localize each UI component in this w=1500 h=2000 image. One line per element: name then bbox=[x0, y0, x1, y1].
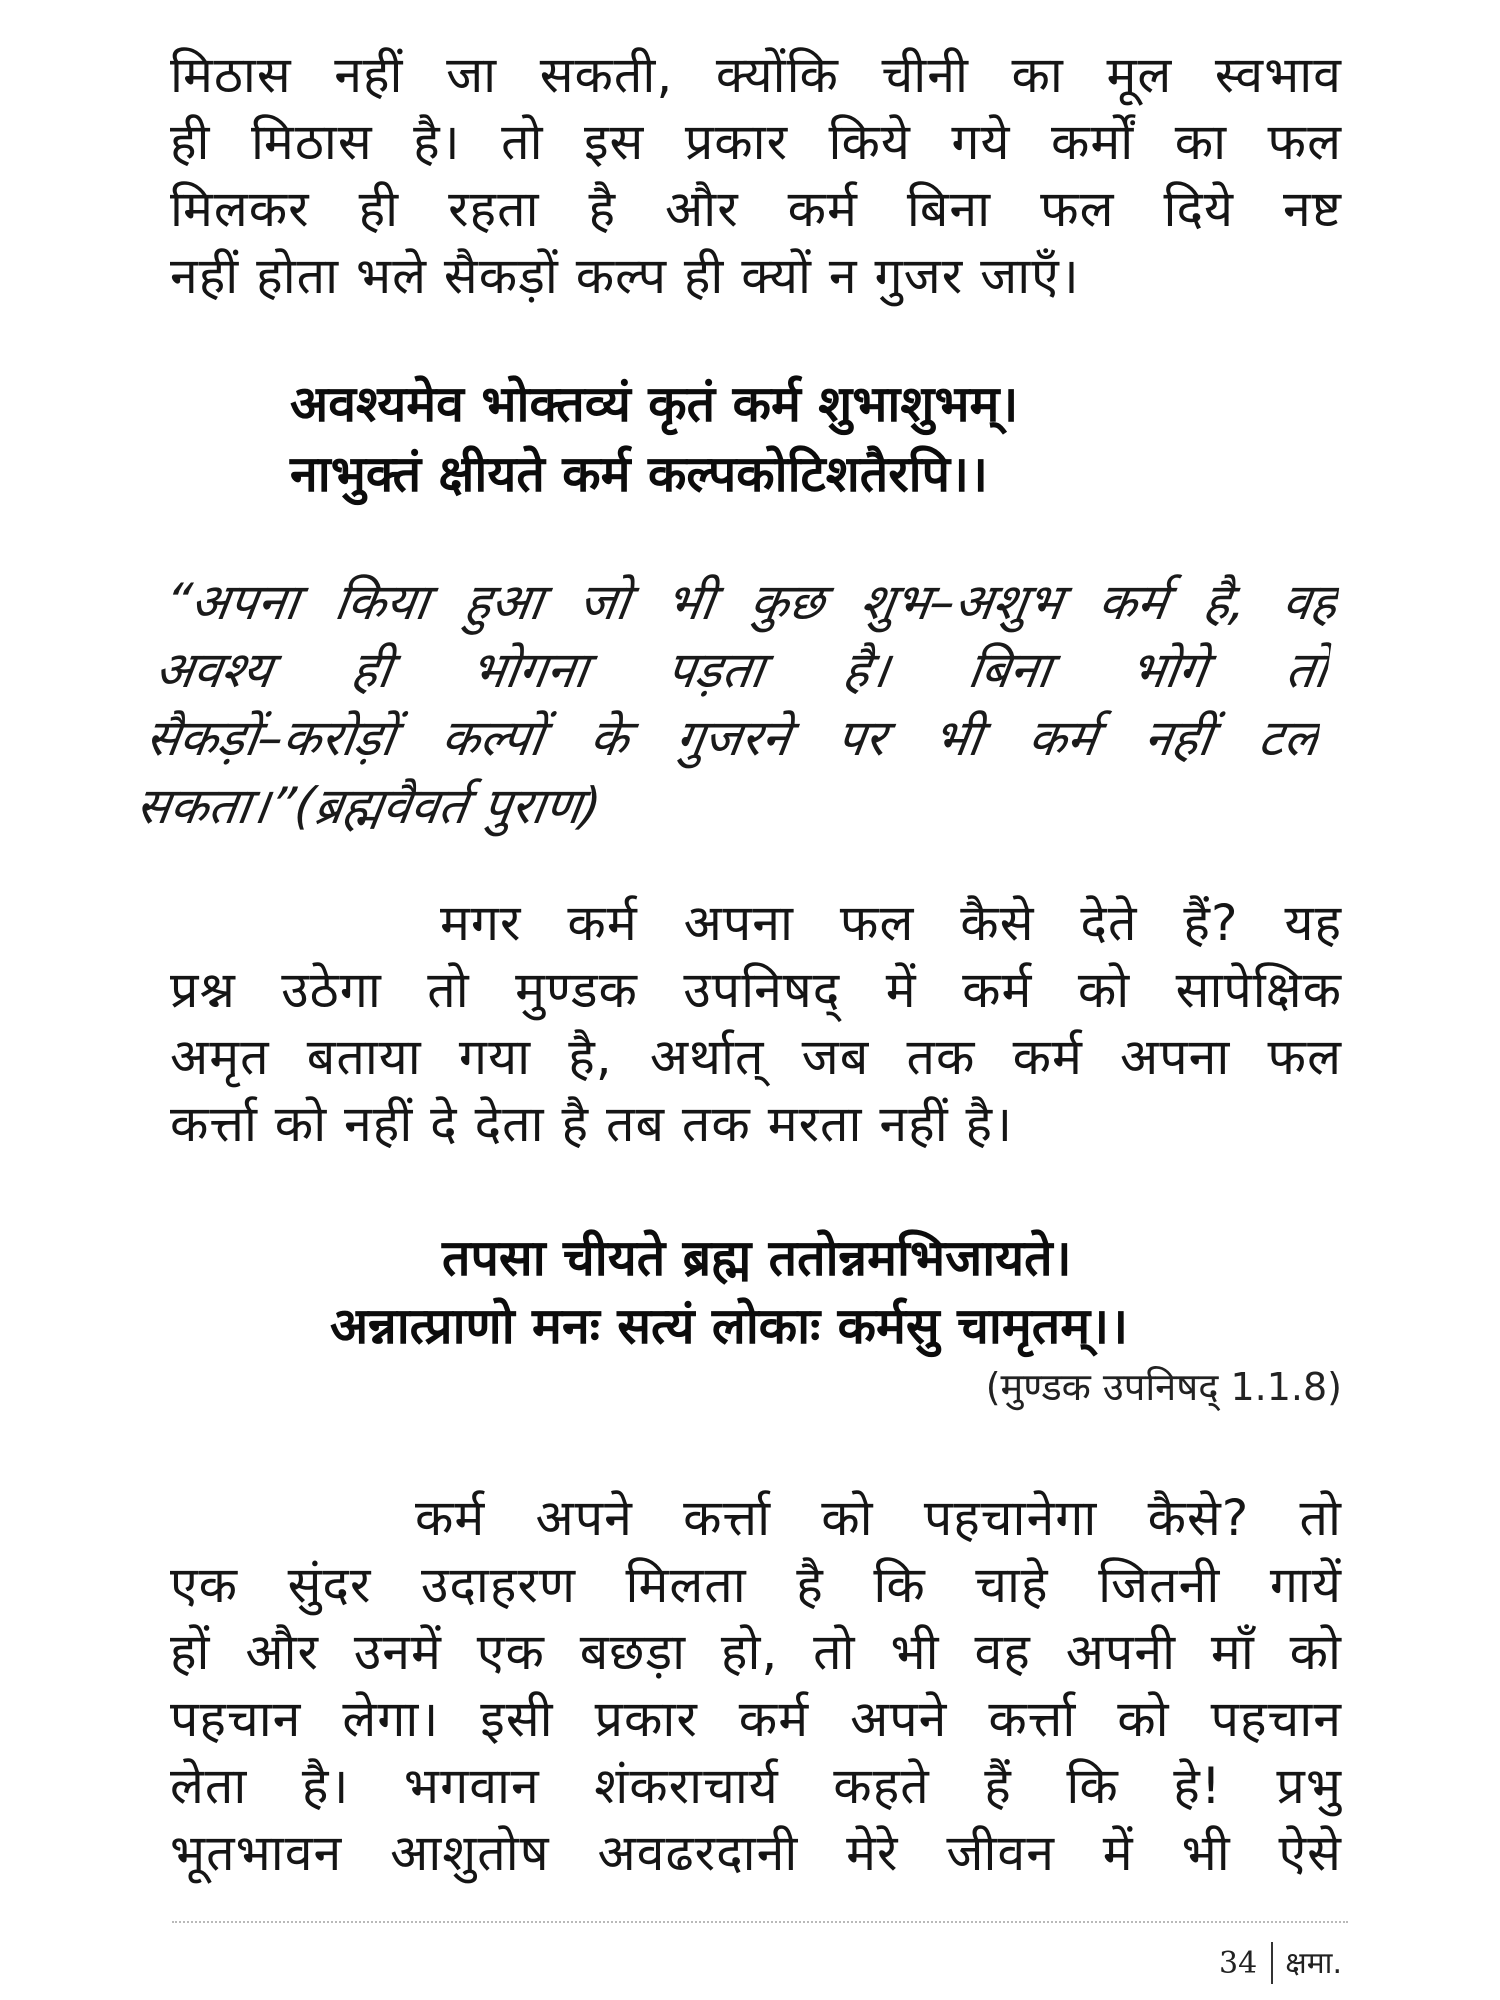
text-line: मिठास नहीं जा सकती, क्योंकि चीनी का मूल स्वभाव bbox=[170, 46, 1342, 104]
shloka-line: अन्नात्प्राणो मनः सत्यं लोकाः कर्मसु चामृतम्।। bbox=[330, 1297, 1129, 1355]
text-line: लेता है। भगवान शंकराचार्य कहते हैं कि हे! प्रभु bbox=[170, 1757, 1342, 1815]
page-number: 34 bbox=[1219, 1946, 1258, 1981]
text-line: “अपना किया हुआ जो भी कुछ शुभ–अशुभ कर्म है, वह bbox=[161, 573, 1342, 631]
text-line: मिलकर ही रहता है और कर्म बिना फल दिये नष्ट bbox=[170, 180, 1342, 238]
text-line: ही मिठास है। तो इस प्रकार किये गये कर्मों का फल bbox=[170, 113, 1342, 171]
text-line: प्रश्न उठेगा तो मुण्डक उपनिषद् में कर्म को सापेक्षिक bbox=[170, 961, 1342, 1019]
paragraph-intro bbox=[170, 42, 1342, 310]
shloka-line: तपसा चीयते ब्रह्म ततोन्नमभिजायते। bbox=[442, 1229, 1072, 1287]
citation: (मुण्डक उपनिषद् 1.1.8) bbox=[985, 1365, 1342, 1409]
text-line: अवश्य ही भोगना पड़ता है। बिना भोगे तो bbox=[151, 641, 1332, 699]
text-line: कर्म अपने कर्त्ता को पहचानेगा कैसे? तो bbox=[415, 1489, 1342, 1547]
shloka-line: अवश्यमेव भोक्तव्यं कृतं कर्म शुभाशुभम्। bbox=[290, 375, 1019, 433]
text-line: कर्त्ता को नहीं दे देता है तब तक मरता नहीं है। bbox=[170, 1095, 1014, 1153]
text-line: पहचान लेगा। इसी प्रकार कर्म अपने कर्त्ता को पहचान bbox=[170, 1690, 1342, 1748]
paragraph-mundak bbox=[170, 890, 1342, 1158]
book-title: क्षमा. bbox=[1285, 1946, 1342, 1981]
page-footer bbox=[1219, 1944, 1342, 1984]
shloka-line: नाभुक्तं क्षीयते कर्म कल्पकोटिशतैरपि।। bbox=[290, 445, 988, 503]
text-line: हों और उनमें एक बछड़ा हो, तो भी वह अपनी माँ को bbox=[170, 1623, 1342, 1681]
text-line: मगर कर्म अपना फल कैसे देते हैं? यह bbox=[440, 894, 1342, 952]
footer-divider bbox=[172, 1921, 1348, 1923]
text-line: सैकड़ों–करोड़ों कल्पों के गुजरने पर भी कर्म नहीं टल bbox=[142, 709, 1323, 767]
text-line: एक सुंदर उदाहरण मिलता है कि चाहे जितनी गायें bbox=[170, 1556, 1342, 1614]
paragraph-calf-example bbox=[170, 1485, 1342, 1887]
text-line: नहीं होता भले सैकड़ों कल्प ही क्यों न गुजर जाएँ। bbox=[170, 247, 1080, 305]
text-line: अमृत बताया गया है, अर्थात् जब तक कर्म अपना फल bbox=[170, 1028, 1342, 1086]
text-line: भूतभावन आशुतोष अवढरदानी मेरे जीवन में भी ऐसे bbox=[170, 1824, 1342, 1882]
shloka-translation bbox=[132, 568, 1342, 840]
text-line: सकता।”(ब्रह्मवैवर्त पुराण) bbox=[132, 777, 605, 835]
